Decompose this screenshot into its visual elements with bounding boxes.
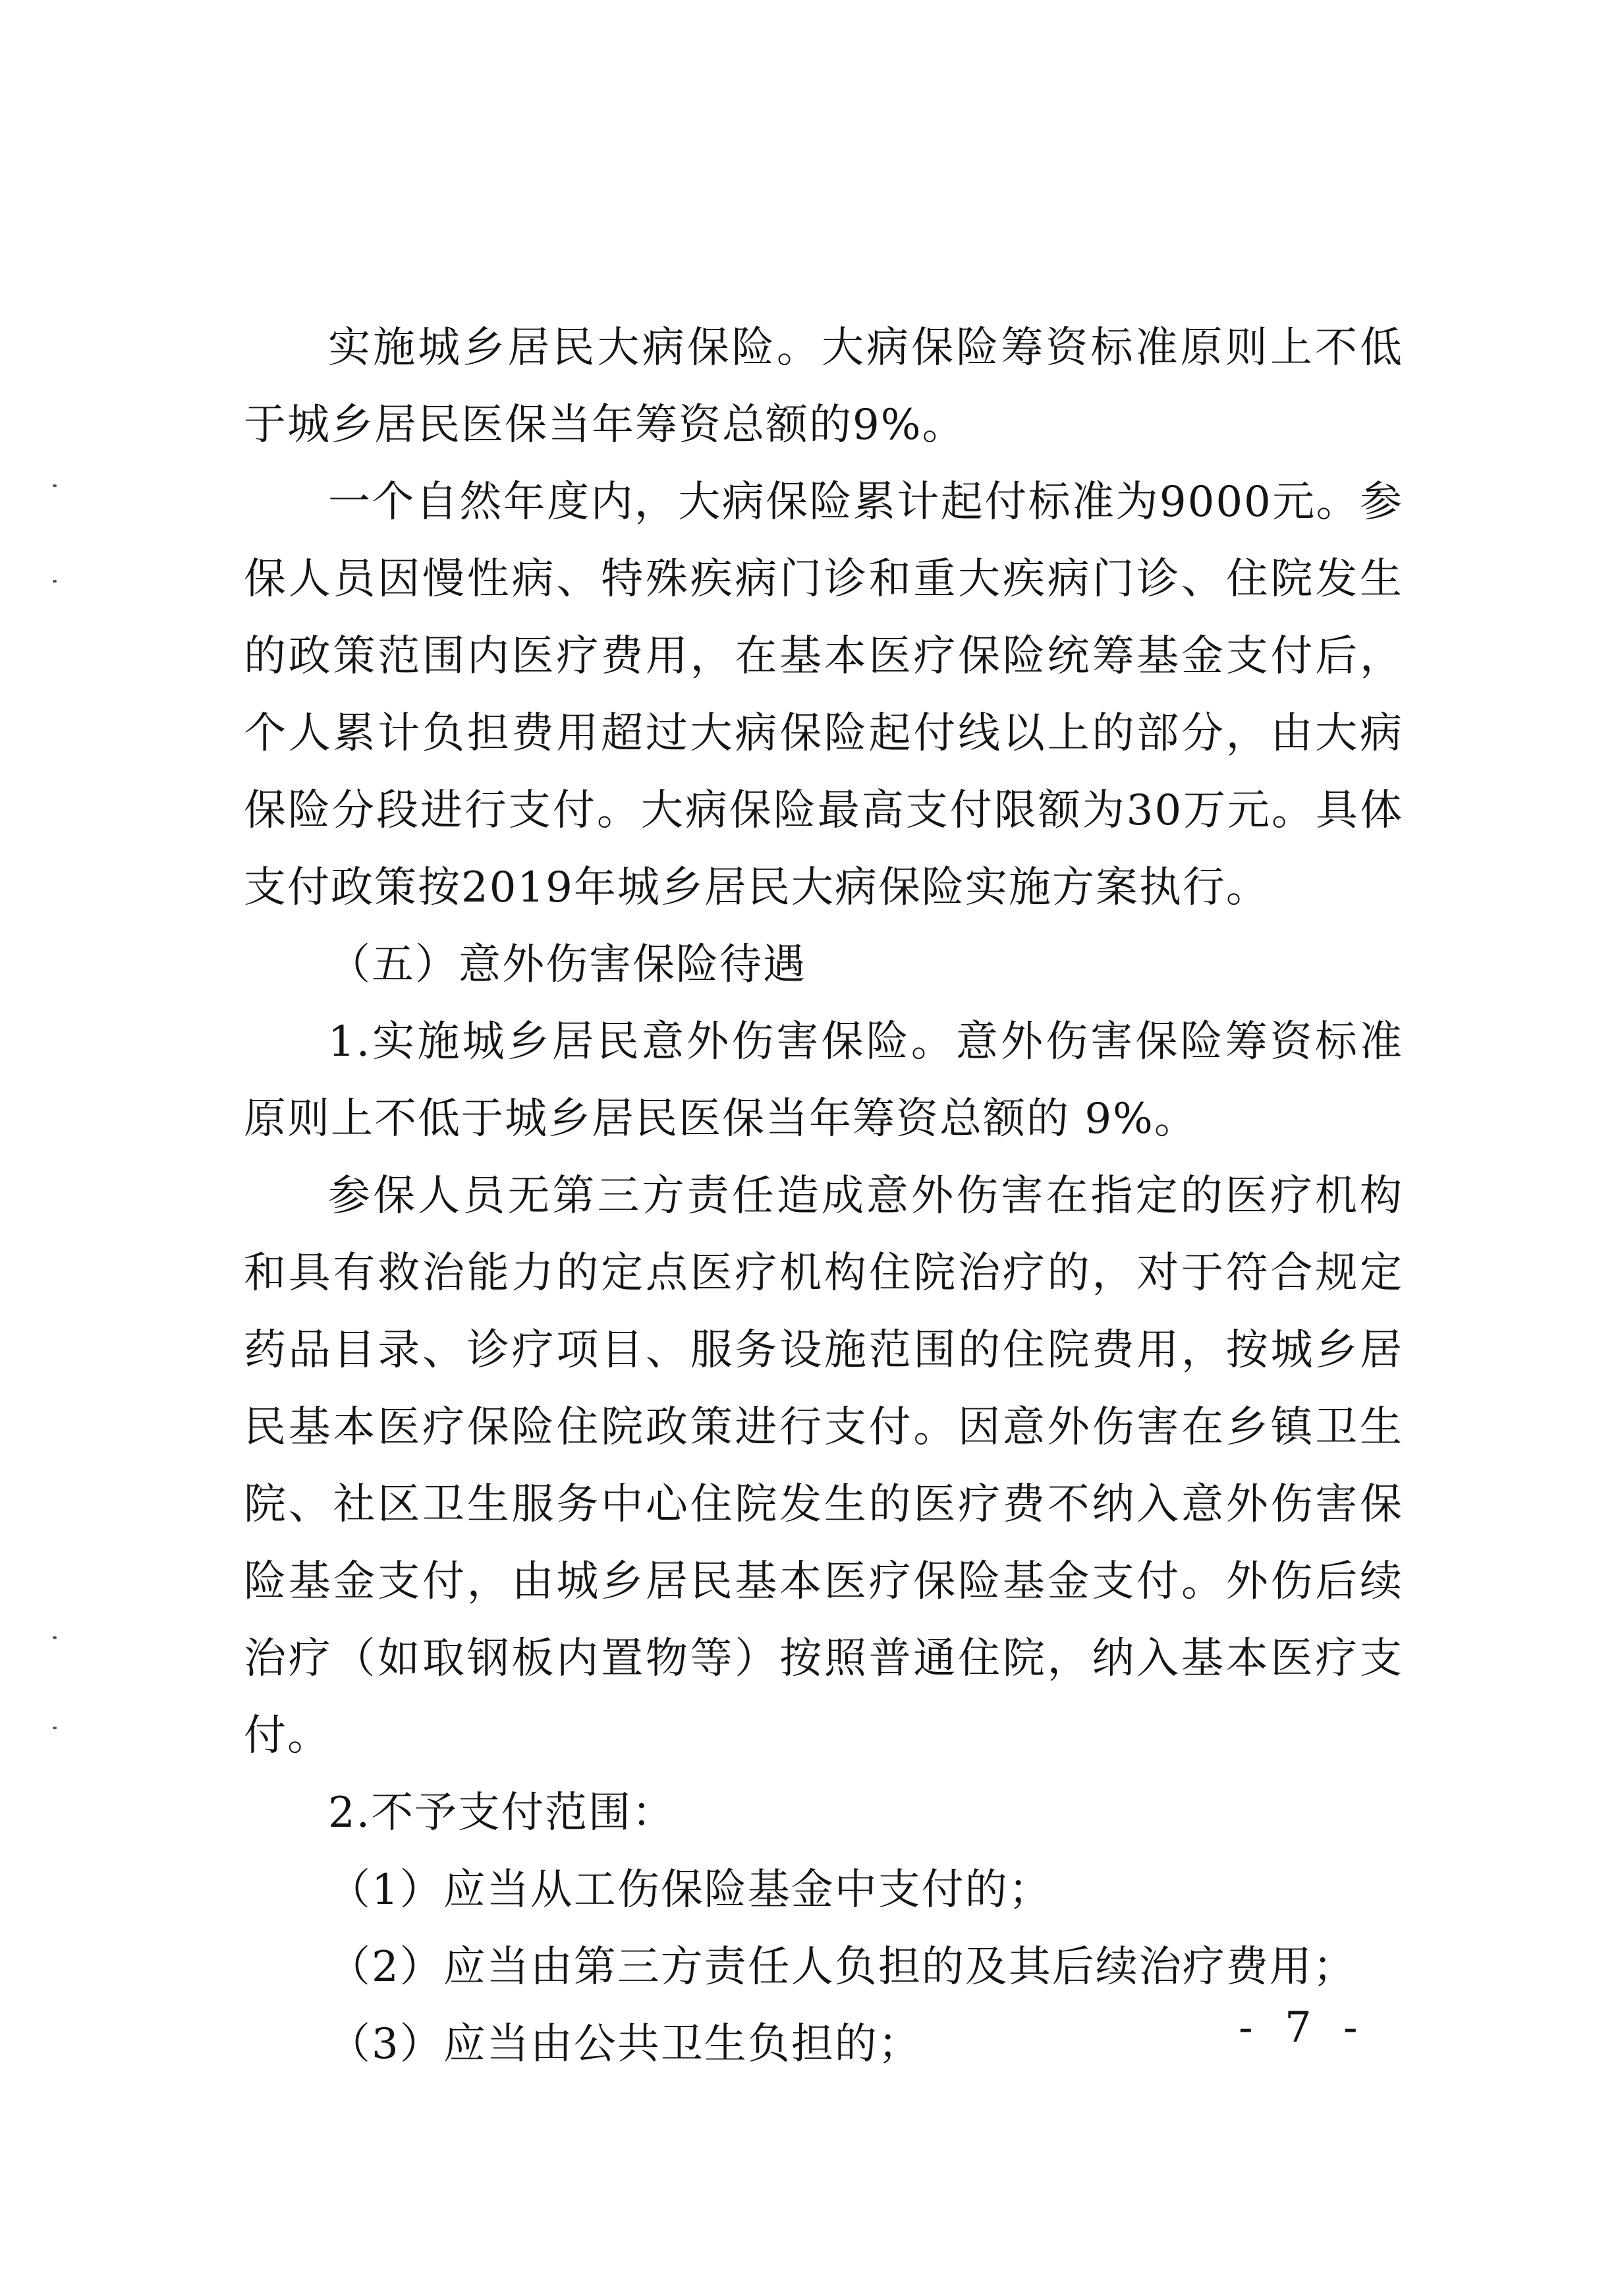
scan-mark <box>53 484 57 487</box>
paragraph-critical-illness-intro: 实施城乡居民大病保险。大病保险筹资标准原则上不低于城乡居民医保当年筹资总额的9%。 <box>244 324 1403 449</box>
scan-mark <box>53 580 57 583</box>
page-number: - 7 - <box>1239 2003 1367 2052</box>
section-heading-accident-insurance: （五）意外伤害保险待遇 <box>328 940 806 989</box>
paragraph-exclusions-heading: 2.不予支付范围： <box>328 1789 676 1837</box>
document-body <box>244 310 1403 2083</box>
list-item-exclusion-3: （3）应当由公共卫生负担的； <box>328 2020 922 2069</box>
list-item-exclusion-2: （2）应当由第三方责任人负担的及其后续治疗费用； <box>328 1943 1356 1992</box>
scan-mark <box>53 1636 57 1639</box>
paragraph-accident-insurance-payment: 参保人员无第三方责任造成意外伤害在指定的医疗机构和具有救治能力的定点医疗机构住院治疗的，对于符合规定药品目录、诊疗项目、服务设施范围的住院费用，按城乡居民基本医疗保险住院政策进行支付。因意外伤害在乡镇卫生院、社区卫生服务中心住院发生的医疗费不纳入意外伤害保险基金支付，由城乡居民基本医疗保险基金支付。外伤后续治疗（如取钢板内置物等）按照普通住院，纳入基本医疗支付。 <box>244 1172 1403 1760</box>
scan-mark <box>53 1727 57 1729</box>
paragraph-accident-insurance-intro: 1.实施城乡居民意外伤害保险。意外伤害保险筹资标准原则上不低于城乡居民医保当年筹资总额的 9%。 <box>244 1018 1403 1143</box>
list-item-exclusion-1: （1）应当从工伤保险基金中支付的； <box>328 1866 1052 1914</box>
paragraph-critical-illness-payment: 一个自然年度内，大病保险累计起付标准为9000元。参保人员因慢性病、特殊疾病门诊和重大疾病门诊、住院发生的政策范围内医疗费用，在基本医疗保险统筹基金支付后，个人累计负担费用超过大病保险起付线以上的部分，由大病保险分段进行支付。大病保险最高支付限额为30万元。具体支付政策按2019年城乡居民大病保险实施方案执行。 <box>244 478 1403 912</box>
